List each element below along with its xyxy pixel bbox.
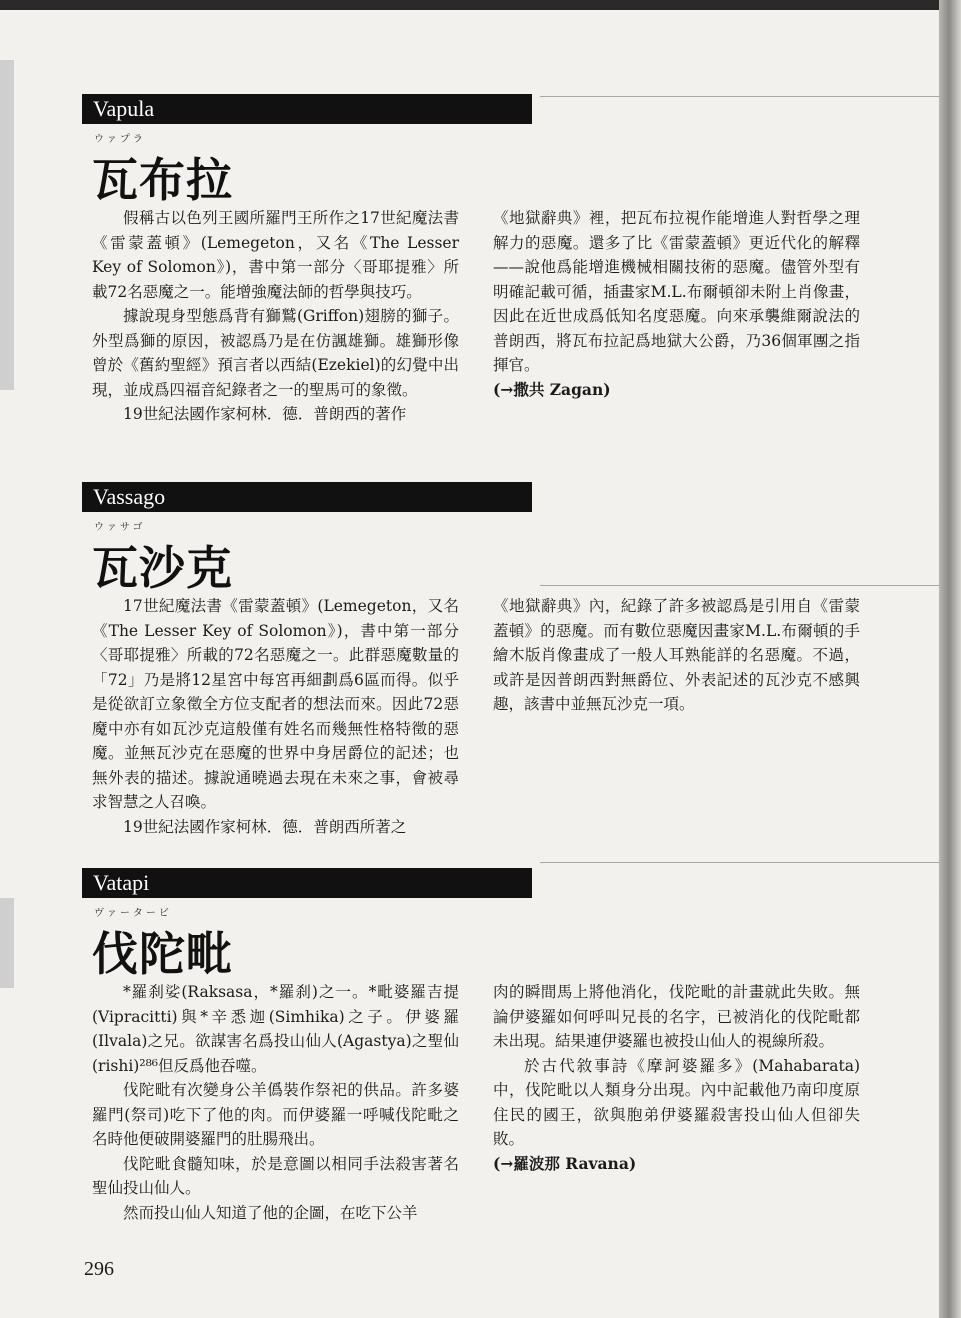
left-column [92, 980, 459, 1225]
paragraph: 伐陀毗有次變身公羊僞裝作祭祀的供品。許多婆羅門(祭司)吃下了他的肉。而伊婆羅一呼喊伐陀毗之名時他便破開婆羅門的肚腸飛出。 [92, 1081, 459, 1148]
cross-reference: (→撒共 Zagan) [493, 379, 611, 399]
right-column [493, 594, 860, 717]
entry-name-kana: ウァプラ [94, 134, 146, 145]
paragraph: 於古代敘事詩《摩訶婆羅多》(Mahabarata)中，伐陀毗以人類身分出現。內中記載他乃南印度原住民的國王，欲與胞弟伊婆羅殺害投山仙人但卻失敗。 [493, 1056, 860, 1148]
top-scan-border [0, 0, 961, 10]
paragraph: 然而投山仙人知道了他的企圖，在吃下公羊 [123, 1203, 418, 1222]
entry-name-chinese: 伐陀毗 [92, 927, 233, 981]
bleed-rule [540, 862, 961, 863]
entry-name-english: Vapula [93, 96, 155, 121]
paragraph: 19世紀法國作家柯林．德．普朗西所著之 [123, 817, 407, 836]
paragraph: 假稱古以色列王國所羅門王所作之17世紀魔法書《雷蒙蓋頓》(Lemegeton，又名《The Lesser Key of Solomon》)，書中第一部分〈哥耶提雅〉所載72名惡魔之一。能增強魔法師的哲學與技巧。 [92, 209, 459, 301]
entry-name-english: Vatapi [93, 870, 150, 895]
entry-name-english: Vassago [93, 484, 166, 509]
entry-vatapi [0, 868, 961, 1248]
entry-name-chinese: 瓦沙克 [92, 541, 233, 595]
paragraph: 17世紀魔法書《雷蒙蓋頓》(Lemegeton，又名《The Lesser Key of Solomon》)，書中第一部分〈哥耶提雅〉所載的72名惡魔之一。此群惡魔數量的「72」乃是將12星宮中每宮再細劃爲6區而得。似乎是從欲訂立象徵全方位支配者的想法而來。因此72惡魔中亦有如瓦沙克這般僅有姓名而幾無性格特徵的惡魔。並無瓦沙克在惡魔的世界中身居爵位的記述；也無外表的描述。據說通曉過去現在未來之事，會被尋求智慧之人召喚。 [92, 597, 459, 811]
entry-vapula [0, 94, 961, 479]
paragraph: 伐陀毗食髓知味，於是意圖以相同手法殺害著名聖仙投山仙人。 [92, 1154, 459, 1197]
paragraph: *羅刹娑(Raksasa，*羅刹)之一。*毗婆羅吉提(Vipracitti)與*辛悉迦(Simhika)之子。伊婆羅(Ilvala)之兄。欲謀害名爲投山仙人(Agastya)之聖仙(rishi)²⁸⁶但反爲他吞噬。 [92, 983, 459, 1075]
paragraph: 《地獄辭典》裡，把瓦布拉視作能增進人對哲學之理解力的惡魔。還多了比《雷蒙蓋頓》更近代化的解釋——說他爲能增進機械相關技術的惡魔。儘管外型有明確記載可循，插畫家M.L.布爾頓卻未附上肖像畫，因此在近世成爲低知名度惡魔。向來承襲維爾說法的普朗西，將瓦布拉記爲地獄大公爵，乃36個軍團之指揮官。 [493, 209, 860, 374]
left-column [92, 594, 459, 839]
paragraph: 據說現身型態爲背有獅鷲(Griffon)翅膀的獅子。外型爲獅的原因，被認爲乃是在仿諷雄獅。雄獅形像曾於《舊約聖經》預言者以西結(Ezekiel)的幻覺中出現，並成爲四福音紀錄者之一的聖馬可的象徵。 [92, 307, 459, 399]
entry-name-kana: ヴァータービ [94, 908, 172, 919]
right-column [493, 206, 860, 402]
entry-name-kana: ウァサゴ [94, 522, 146, 533]
entry-vassago [0, 482, 961, 862]
cross-reference: (→羅波那 Ravana) [493, 1153, 637, 1173]
entry-name-chinese: 瓦布拉 [92, 153, 233, 207]
paragraph: 19世紀法國作家柯林．德．普朗西的著作 [123, 405, 407, 423]
paragraph: 肉的瞬間馬上將他消化，伐陀毗的計畫就此失敗。無論伊婆羅如何呼叫兄長的名字，已被消化的伐陀毗都未出現。結果連伊婆羅也被投山仙人的視線所殺。 [493, 983, 860, 1050]
paragraph: 《地獄辭典》內，紀錄了許多被認爲是引用自《雷蒙蓋頓》的惡魔。而有數位惡魔因畫家M.L.布爾頓的手繪木版肖像畫成了一般人耳熟能詳的名惡魔。不過，或許是因普朗西對無爵位、外表記述的瓦沙克不感興趣，該書中並無瓦沙克一項。 [493, 597, 860, 713]
left-column [92, 206, 459, 427]
page-number: 296 [84, 1258, 114, 1280]
entry-header-bar [82, 868, 532, 898]
right-column [493, 980, 860, 1176]
